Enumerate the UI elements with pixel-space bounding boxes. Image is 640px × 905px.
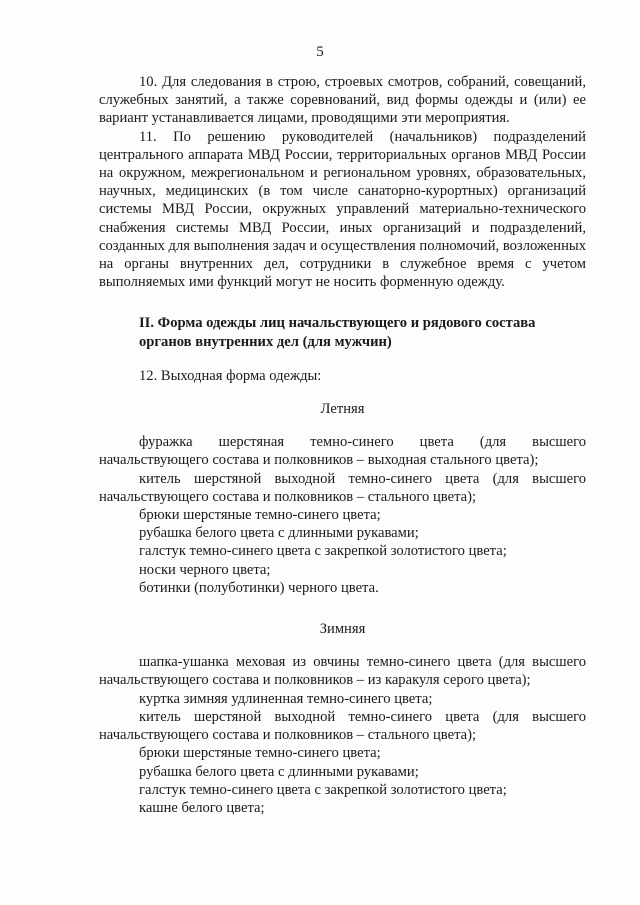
list-item: фуражка шерстяная темно-синего цвета (для высшего начальствующего состава и полковников – выходная стального цвета); (99, 434, 586, 469)
list-item: ботинки (полуботинки) черного цвета. (139, 579, 379, 596)
section-heading-line-1: II. Форма одежды лиц начальствующего и рядового состава (139, 315, 536, 332)
paragraph-11: 11. По решению руководителей (начальников) подразделений центрального аппарата МВД России, территориальных органов МВД России на окружном, межрегиональном и региональном уровнях, образовательных, научных, медицинских (в том числе санаторно-курортных) организаций системы МВД России, окружных управлений материально-технического снабжения системы МВД России, иных организаций и подразделений, созданных для выполнения задач и осуществления полномочий, возложенных на органы внутренних дел, сотрудники в служебное время с учетом выполняемых ими функций могут не носить форменную одежду. (99, 128, 586, 291)
section-heading (99, 314, 586, 350)
list-item: галстук темно-синего цвета с закрепкой золотистого цвета; (139, 781, 507, 798)
list-item: брюки шерстяные темно-синего цвета; (139, 507, 381, 524)
paragraph-10: 10. Для следования в строю, строевых смотров, собраний, совещаний, служебных занятий, а также соревнований, вид формы одежды и (или) ее вариант устанавливается лицами, проводящими эти мероприятия. (99, 74, 586, 127)
list-item: китель шерстяной выходной темно-синего цвета (для высшего начальствующего состава и полковников – стального цвета); (99, 708, 586, 744)
list-item: галстук темно-синего цвета с закрепкой золотистого цвета; (139, 543, 507, 560)
list-item: рубашка белого цвета с длинными рукавами; (139, 525, 419, 542)
winter-title: Зимняя (319, 621, 366, 638)
list-item: носки черного цвета; (139, 561, 271, 578)
summer-list (99, 433, 586, 597)
winter-list (99, 653, 586, 817)
summer-title: Летняя (320, 401, 365, 418)
page-number: 5 (316, 44, 324, 60)
list-item: китель шерстяной выходной темно-синего цвета (для высшего начальствующего состава и полковников – стального цвета); (99, 470, 586, 505)
list-item: брюки шерстяные темно-синего цвета; (139, 745, 381, 762)
list-item: рубашка белого цвета с длинными рукавами; (139, 763, 419, 780)
document-body (99, 73, 586, 817)
list-item: шапка-ушанка меховая из овчины темно-синего цвета (для высшего начальствующего состава и полковников – из каракуля серого цвета); (99, 654, 586, 689)
section-heading-line-2: органов внутренних дел (для мужчин) (139, 333, 392, 350)
paragraph-12: 12. Выходная форма одежды: (139, 367, 322, 384)
list-item: куртка зимняя удлиненная темно-синего цвета; (139, 690, 433, 707)
list-item: кашне белого цвета; (139, 799, 265, 816)
